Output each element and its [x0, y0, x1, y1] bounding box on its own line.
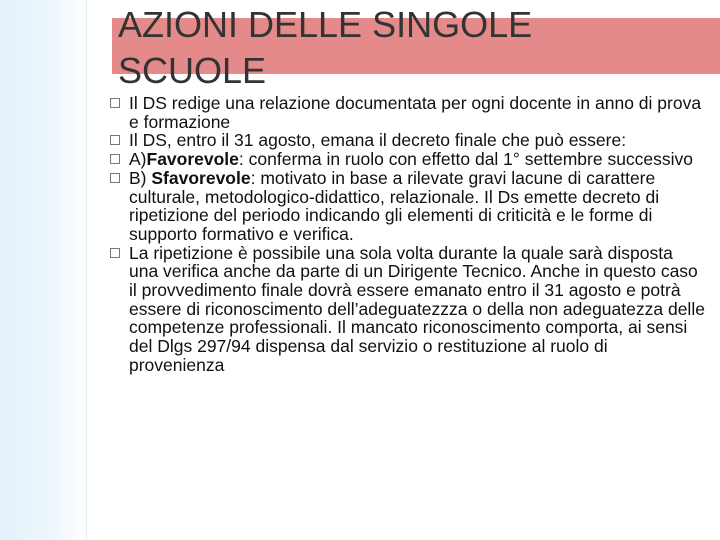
- bold-text-run: Sfavorevole: [151, 167, 251, 188]
- checkbox-bullet-icon: [110, 98, 120, 108]
- bullet-text: [129, 130, 626, 150]
- text-run: : conferma in ruolo con effetto dal 1° settembre successivo: [238, 149, 694, 170]
- checkbox-bullet-icon: [110, 248, 120, 258]
- bullet-item: [110, 131, 706, 150]
- text-run: Il DS, entro il 31 agosto, emana il decreto finale che può essere:: [129, 130, 627, 151]
- bullet-text: [129, 243, 705, 375]
- left-divider-line: [86, 0, 87, 540]
- bullet-text: [129, 93, 701, 132]
- bold-text-run: Favorevole: [146, 149, 239, 170]
- left-decorative-strip: [0, 0, 88, 540]
- bullet-item: [110, 244, 706, 375]
- text-run: A): [129, 149, 147, 170]
- bullet-text: [129, 149, 693, 169]
- bullet-item: [110, 94, 706, 131]
- bullet-list: [110, 94, 706, 375]
- checkbox-bullet-icon: [110, 173, 120, 183]
- bullet-item: [110, 150, 706, 169]
- checkbox-bullet-icon: [110, 135, 120, 145]
- slide-title: AZIONI DELLE SINGOLE SCUOLE: [118, 4, 533, 91]
- checkbox-bullet-icon: [110, 154, 120, 164]
- text-run: B): [129, 167, 152, 188]
- bullet-item: [110, 169, 706, 244]
- text-run: : motivato in base a rilevate gravi lacune di carattere culturale, metodologico-didattico, relazionale. Il Ds emette decreto di ripetizione del periodo indicando gli elementi di criticità e le forme di supporto formativo e verifica.: [129, 167, 660, 244]
- text-run: Il DS redige una relazione documentata per ogni docente in anno di prova e formazione: [129, 93, 702, 132]
- text-run: La ripetizione è possibile una sola volta durante la quale sarà disposta una verifica anche da parte di un Dirigente Tecnico. Anche in questo caso il provvedimento finale dovrà essere emanato entro il 31 agosto e potrà essere di riconoscimento dell’adeguatezzza o della non adeguatezza delle competenze professionali. Il mancato riconoscimento comporta, ai sensi del Dlgs 297/94 dispensa dal servizio o restituzione al ruolo di provenienza: [129, 242, 705, 375]
- bullet-text: [129, 168, 659, 244]
